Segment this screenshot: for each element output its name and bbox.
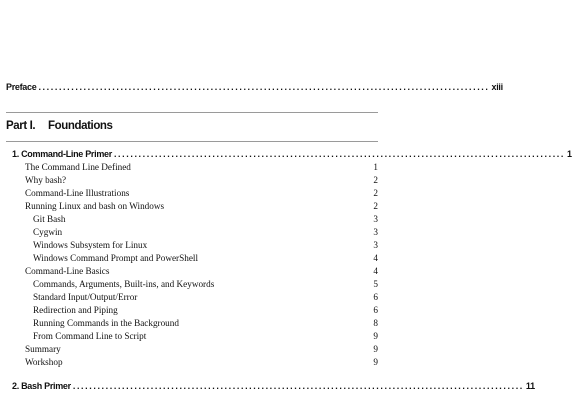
toc-entry-page: 6 bbox=[373, 292, 378, 302]
toc-entry-page: 3 bbox=[373, 214, 378, 224]
toc-entry-label: Workshop bbox=[25, 357, 63, 367]
toc-chapter-page: 11 bbox=[525, 381, 535, 391]
toc-entry-label: The Command Line Defined bbox=[25, 162, 131, 172]
toc-entry-page: 6 bbox=[373, 305, 378, 315]
toc-chapter-page: 1 bbox=[567, 149, 572, 159]
toc-entry-label: Preface bbox=[6, 82, 37, 92]
toc-subentry[interactable] bbox=[33, 227, 378, 237]
toc-entry-label: From Command Line to Script bbox=[33, 331, 147, 341]
toc-entry-page: 5 bbox=[373, 279, 378, 289]
toc-entry-label: Running Commands in the Background bbox=[33, 318, 179, 328]
toc-entry-page: 2 bbox=[373, 188, 378, 198]
toc-entry-page: 8 bbox=[373, 318, 378, 328]
toc-chapter-label: 1. Command-Line Primer bbox=[12, 149, 112, 159]
part-title: Foundations bbox=[47, 120, 113, 132]
toc-subentry[interactable] bbox=[33, 214, 378, 224]
toc-entry[interactable] bbox=[25, 266, 378, 276]
toc-entry-page: 9 bbox=[373, 331, 378, 341]
toc-entry-label: Redirection and Piping bbox=[33, 305, 118, 315]
toc-subentry[interactable] bbox=[33, 240, 378, 250]
toc-subentry[interactable] bbox=[33, 292, 378, 302]
toc-subentry[interactable] bbox=[33, 279, 378, 289]
toc-entry[interactable] bbox=[25, 357, 378, 367]
toc-entry-page: 1 bbox=[373, 162, 378, 172]
toc-entry-page: 4 bbox=[373, 266, 378, 276]
dot-leader: .............................................................................................................. bbox=[113, 149, 565, 159]
toc-entry-label: Why bash? bbox=[25, 175, 67, 185]
toc-entry-label: Command-Line Basics bbox=[25, 266, 110, 276]
toc-entry-label: Windows Subsystem for Linux bbox=[33, 240, 148, 250]
toc-entry[interactable] bbox=[25, 344, 378, 354]
part-heading bbox=[6, 120, 113, 132]
dot-leader: .............................................................................................................. bbox=[72, 381, 524, 391]
toc-entry-page: 9 bbox=[373, 344, 378, 354]
toc-entry-label: Cygwin bbox=[33, 227, 63, 237]
dot-leader: .............................................................................................................. bbox=[38, 82, 490, 92]
toc-entry-label: Windows Command Prompt and PowerShell bbox=[33, 253, 198, 263]
toc-entry-label: Command-Line Illustrations bbox=[25, 188, 130, 198]
toc-entry[interactable] bbox=[25, 201, 378, 211]
toc-entry-label: Commands, Arguments, Built-ins, and Keywords bbox=[33, 279, 215, 289]
toc-chapter-label: 2. Bash Primer bbox=[12, 381, 71, 391]
toc-entry[interactable] bbox=[25, 188, 378, 198]
toc-entry-preface[interactable] bbox=[6, 82, 503, 92]
divider bbox=[6, 112, 378, 113]
toc-entry[interactable] bbox=[25, 162, 378, 172]
toc-subentry[interactable] bbox=[33, 305, 378, 315]
toc-subentry[interactable] bbox=[33, 318, 378, 328]
toc-entry-page: 3 bbox=[373, 240, 378, 250]
toc-chapter-1[interactable] bbox=[12, 149, 572, 159]
toc-entry-page: xiii bbox=[491, 82, 503, 92]
toc-subentry[interactable] bbox=[33, 331, 378, 341]
toc-entry-label: Git Bash bbox=[33, 214, 66, 224]
toc-entry-label: Standard Input/Output/Error bbox=[33, 292, 138, 302]
part-number: Part I. bbox=[6, 120, 36, 132]
toc-entry-page: 4 bbox=[373, 253, 378, 263]
toc-chapter-2[interactable] bbox=[12, 381, 535, 391]
toc-entry-label: Running Linux and bash on Windows bbox=[25, 201, 165, 211]
toc-subentry[interactable] bbox=[33, 253, 378, 263]
toc-entry-page: 3 bbox=[373, 227, 378, 237]
toc-entry-page: 9 bbox=[373, 357, 378, 367]
toc-entry[interactable] bbox=[25, 175, 378, 185]
toc-entry-label: Summary bbox=[25, 344, 61, 354]
toc-entry-page: 2 bbox=[373, 201, 378, 211]
divider bbox=[6, 141, 378, 142]
toc-entry-page: 2 bbox=[373, 175, 378, 185]
